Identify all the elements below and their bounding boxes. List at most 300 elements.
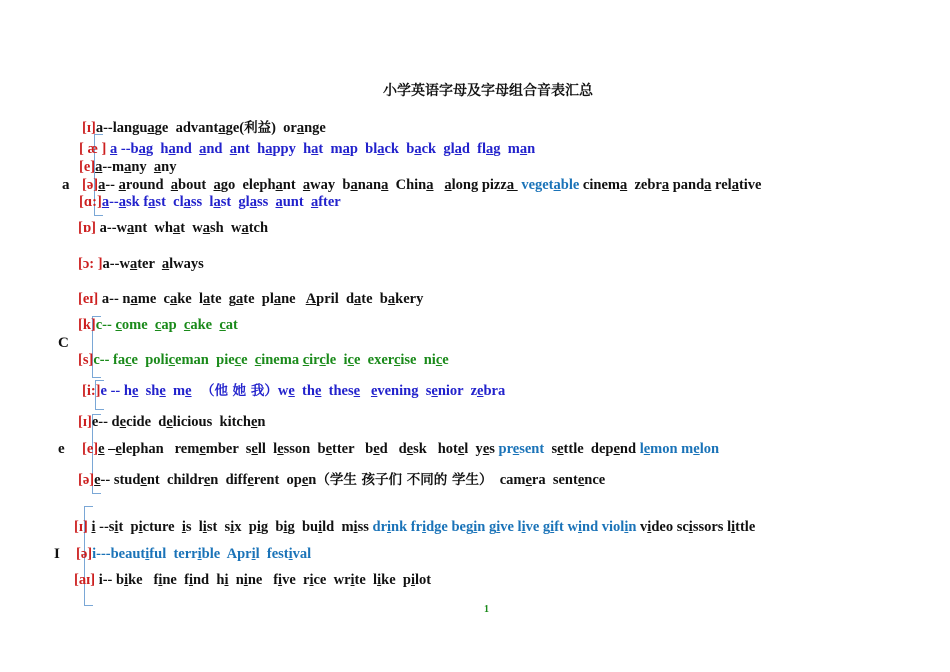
word-fragment: nd [619,441,640,457]
word-fragment: a [213,194,221,210]
word-fragment: a-- n [98,291,131,307]
word-fragment: a [95,159,103,175]
word-fragment: dr [372,519,387,535]
word-fragment: dge beg [426,519,474,535]
word-fragment: a [661,177,670,193]
word-fragment: a [519,141,528,157]
word-fragment: tive [738,177,762,193]
word-fragment: i [647,519,652,535]
word-fragment: i [550,519,555,535]
letter-label-e: e [58,441,65,457]
word-fragment: nt [282,177,303,193]
phonetic-symbol: [ɑ:] [79,194,102,210]
word-fragment: a [619,177,628,193]
word-fragment: veget [517,177,554,193]
word-fragment: e -- h [100,383,132,399]
word-fragment: n [308,472,317,488]
word-fragment: i [251,546,256,562]
word-fragment: e [370,383,378,399]
word-fragment: a [426,177,434,193]
word-fragment: m [165,383,186,399]
word-fragment: i [288,546,293,562]
word-fragment: go eleph [220,177,276,193]
word-fragment: e [577,472,585,488]
word-fragment: a [161,256,170,272]
phonetic-symbol: [ɪ] [74,519,92,535]
word-fragment [434,177,445,193]
word-fragment: fter [318,194,341,210]
word-fragment: ne f [162,572,189,588]
word-fragment: e [241,352,255,368]
word-fragment: i [224,572,229,588]
word-fragment: a [183,194,191,210]
word-fragment: mber s [205,441,252,457]
word-fragment: c [115,317,122,333]
word-fragment: c [154,317,162,333]
word-fragment: c [319,352,326,368]
word-fragment: n [257,414,266,430]
phonetic-line [78,317,238,334]
word-fragment: i [350,572,355,588]
phonetic-symbol: [ɔ: ] [78,256,103,272]
word-fragment: i [91,519,96,535]
word-fragment: sh w [210,220,242,236]
word-fragment: e [166,414,173,430]
word-fragment: e [98,441,105,457]
word-fragment: ble Apr [201,546,252,562]
word-fragment: ome [121,317,155,333]
word-fragment: a [127,220,135,236]
word-fragment: a--w [102,256,130,272]
word-fragment: g bu [287,519,319,535]
word-fragment: e [277,441,284,457]
phonetic-line [79,159,177,176]
word-fragment: eman pie [175,352,235,368]
word-fragment: ck b [384,141,415,157]
word-fragment: i [577,519,582,535]
word-fragment: sson b [283,441,326,457]
phonetic-line [78,352,449,369]
word-fragment: e [94,472,101,488]
word-fragment: nge [304,120,326,136]
word-fragment: a [354,291,362,307]
word-fragment: a [444,177,452,193]
word-fragment: a [350,177,358,193]
word-fragment: i [145,546,150,562]
word-fragment: lot [414,572,432,588]
word-fragment: e [251,441,258,457]
word-fragment: a [170,177,179,193]
word-fragment: i [256,519,261,535]
word-fragment: a [310,194,319,210]
word-fragment: nd [175,141,200,157]
word-fragment: ise ni [400,352,436,368]
word-fragment: i [197,546,202,562]
word-fragment: kery [395,291,424,307]
word-fragment: pand [669,177,705,193]
word-fragment: c [183,317,191,333]
phonetic-line [74,519,755,536]
word-fragment: i [688,519,693,535]
word-fragment: te g [210,291,236,307]
word-fragment: e [247,472,254,488]
word-fragment: sent [519,441,545,457]
word-fragment: i [496,519,501,535]
word-fragment: lephan rem [121,441,200,457]
word-fragment: w [277,383,289,399]
word-fragment: -- [109,194,119,210]
phonetic-line [79,141,535,158]
word-fragment: c [125,352,132,368]
word-fragment: i [138,519,143,535]
word-fragment: a [202,291,211,307]
word-fragment: ke f [128,572,159,588]
word-fragment: e [482,441,490,457]
word-fragment: ss [256,194,276,210]
phonetic-symbol: [e] [82,441,99,457]
word-fragment: ke l [177,291,203,307]
word-fragment: cam [492,472,526,488]
word-fragment: ss [357,519,373,535]
word-fragment: ve l [500,519,522,535]
word-fragment: g b [260,519,284,535]
word-fragment: a [130,291,138,307]
phonetic-symbol: [ɪ] [82,120,96,136]
word-fragment: d fl [461,141,487,157]
word-fragment: a [138,141,146,157]
phonetic-symbol: [e] [79,159,96,175]
word-fragment: a [124,159,132,175]
word-fragment: a [213,177,221,193]
word-fragment: c [347,352,354,368]
word-fragment: e [325,441,332,457]
word-fragment: e [477,383,484,399]
word-fragment: e [406,441,414,457]
word-fragment: a [381,177,389,193]
word-fragment: st s [206,519,231,535]
word-fragment: e [119,414,127,430]
word-fragment: --m [102,159,125,175]
word-fragment: ter [137,256,162,272]
phonetic-symbol: [ æ ] [79,141,111,157]
word-fragment: c-- [95,317,116,333]
word-fragment: i [188,572,193,588]
word-fragment: long pizz [451,177,507,193]
word-fragment: e [643,441,651,457]
word-fragment: ) or [271,120,297,136]
word-fragment: bra [483,383,506,399]
word-fragment: Chin [388,177,427,193]
word-fragment: --s [95,519,115,535]
word-fragment: i [278,572,283,588]
word-fragment: c [302,352,310,368]
phonetic-line [78,468,605,489]
word-fragment: e [314,383,322,399]
word-fragment: cture [142,519,182,535]
word-fragment: a [311,141,319,157]
word-fragment: i [377,572,382,588]
word-fragment: a [506,177,518,193]
word-fragment: nk fr [391,519,423,535]
word-fragment: ssors l [692,519,732,535]
word-fragment: ce wr [313,572,351,588]
word-fragment: me c [137,291,170,307]
word-fragment: mon m [650,441,694,457]
word-fragment: zebr [627,177,662,193]
word-fragment: e [557,441,564,457]
phonetic-line [79,194,341,211]
word-fragment: a [414,141,422,157]
page-number: 1 [484,604,489,615]
word-fragment: i [410,572,415,588]
word-fragment: ttle dep [563,441,614,457]
word-fragment: a--langu [95,120,148,136]
word-fragment: i [181,519,186,535]
word-fragment: a [147,120,155,136]
word-fragment: i [243,572,248,588]
word-fragment: A [305,291,317,307]
phonetic-line [78,414,265,431]
word-fragment: n [527,141,536,157]
word-fragment: e [301,472,309,488]
word-fragment: ap [161,317,184,333]
word-fragment: a [387,291,396,307]
word-fragment: e [185,383,192,399]
phonetic-line [82,441,719,458]
word-fragment: i [309,572,314,588]
word-fragment: ft w [554,519,578,535]
word-fragment: i [202,519,207,535]
word-fragment: n g [477,519,497,535]
word-fragment: lon [699,441,720,457]
word-fragment: ge( [225,120,245,136]
word-fragment: cide d [126,414,167,430]
word-fragment: a [199,141,207,157]
word-fragment: s l [185,519,203,535]
word-fragment: --b [117,141,139,157]
word-fragment: a [202,220,211,236]
word-fragment: st gl [220,194,250,210]
phonetic-symbol: [k] [78,317,96,333]
word-fragment: i [731,519,736,535]
word-fragment: a [110,141,118,157]
word-fragment: e [250,414,258,430]
word-fragment: le i [325,352,348,368]
word-fragment: pril d [316,291,355,307]
word-fragment: te pl [243,291,274,307]
word-fragment: unt [282,194,311,210]
word-fragment: a [704,177,712,193]
word-fragment: ld m [322,519,354,535]
word-fragment: a--w [96,220,128,236]
word-fragment: way b [310,177,351,193]
word-fragment: – [104,441,116,457]
word-fragment: e-- d [91,414,120,430]
word-fragment: a [98,177,106,193]
word-fragment: g m [493,141,520,157]
phonetic-symbol: [ɒ] [78,220,96,236]
word-fragment: ttle [735,519,756,535]
word-fragment: nd viol [582,519,625,535]
word-fragment: l fest [255,546,289,562]
word-fragment: i [114,519,119,535]
word-fragment: i [521,519,526,535]
word-fragment: ll l [257,441,278,457]
word-fragment: ve r [282,572,310,588]
page-title: 小学英语字母及字母组合音表汇总 [383,83,593,99]
word-fragment: bout [178,177,214,193]
word-fragment: te b [361,291,388,307]
word-fragment: a [731,177,739,193]
word-fragment: ss l [190,194,214,210]
word-fragment: i [318,519,323,535]
phonetic-symbol: [i:] [82,383,101,399]
word-fragment: licious kitch [172,414,251,430]
word-fragment: nd h [192,572,225,588]
word-fragment: n diff [210,472,248,488]
word-fragment: n [628,519,637,535]
word-fragment: nt childr [146,472,204,488]
word-fragment: t m [318,141,343,157]
word-fragment: thes [321,383,354,399]
word-fragment: lways [169,256,204,272]
phonetic-line [82,177,761,194]
word-fragment: i [230,519,235,535]
word-fragment: a [118,194,126,210]
word-fragment: ny [161,159,177,175]
word-fragment: i [473,519,478,535]
word-fragment: i [624,519,629,535]
phonetic-symbol: [aɪ] [74,572,99,588]
word-fragment: e [431,383,438,399]
word-fragment: a [342,141,350,157]
word-fragment: t p [118,519,139,535]
word-fragment: nt wh [134,220,173,236]
word-fragment: c [219,317,226,333]
word-fragment: e [288,383,295,399]
word-fragment: rent op [253,472,302,488]
word-fragment: round [125,177,171,193]
word-fragment: a [553,177,561,193]
word-fragment: e [525,472,532,488]
word-fragment: n [228,572,244,588]
letter-label-c: C [58,335,69,351]
word-fragment: ge advant [154,120,219,136]
word-fragment: ppy h [272,141,312,157]
word-fragment: sh [138,383,160,399]
word-fragment: e [353,383,361,399]
word-fragment: ve g [525,519,551,535]
word-fragment: rel [711,177,732,193]
word-fragment: a [486,141,494,157]
word-fragment: te l [354,572,378,588]
word-fragment: at [225,317,238,333]
word-fragment: val [292,546,312,562]
word-fragment: ir [309,352,320,368]
word-fragment: nce [584,472,606,488]
word-fragment: e exer [353,352,394,368]
word-fragment: e [199,441,206,457]
word-fragment: a [236,291,244,307]
phonetic-symbol: [ə] [78,472,95,488]
word-fragment: p bl [349,141,378,157]
word-fragment: i [124,572,129,588]
word-fragment: e [512,441,520,457]
word-fragment: -- [105,177,119,193]
word-fragment: vening s [377,383,432,399]
word-fragment: i [387,519,392,535]
word-fragment: a [129,256,138,272]
word-fragment: a [249,194,257,210]
phonetic-line [76,546,311,563]
word-fragment: e [115,441,122,457]
word-fragment: ke p [381,572,411,588]
word-fragment: g h [145,141,169,157]
phonetic-line [82,116,326,137]
word-fragment: a [302,177,311,193]
word-fragment: e [693,441,700,457]
word-fragment: a [273,291,282,307]
word-fragment: i [422,519,427,535]
word-fragment: th [294,383,315,399]
word-fragment: a [169,291,178,307]
word-fragment: nior z [437,383,478,399]
word-fragment: a [275,194,283,210]
word-fragment: ake [190,317,220,333]
word-fragment: pr [498,441,513,457]
word-fragment: e [131,383,139,399]
word-fragment: a [265,141,273,157]
word-fragment: c [254,352,262,368]
word-fragment: sk hot [413,441,458,457]
word-fragment: d d [379,441,407,457]
word-fragment: e [140,472,147,488]
word-fragment: t w [180,220,203,236]
word-fragment: -- stud [100,472,141,488]
word-fragment: ny [131,159,154,175]
word-fragment: i---beaut [92,546,146,562]
word-fragment: i-- b [98,572,125,588]
word-fragment: c [234,352,242,368]
word-fragment: ck gl [421,141,455,157]
word-fragment: cinem [579,177,620,193]
phonetic-line [78,220,268,237]
word-fragment: e [203,472,211,488]
word-fragment: e [613,441,620,457]
word-fragment: a [296,120,305,136]
word-fragment: 利益 [244,120,272,136]
word-fragment: tter b [332,441,374,457]
word-fragment: i [283,519,288,535]
phonetic-symbol: [eɪ] [78,291,99,307]
word-fragment: a [454,141,462,157]
word-fragment: nt h [236,141,266,157]
word-fragment: ne f [247,572,279,588]
word-fragment: a [148,194,156,210]
word-fragment: c [435,352,443,368]
word-fragment: （他 她 我） [191,383,278,399]
word-fragment: st cl [155,194,184,210]
word-fragment: l y [464,441,483,457]
word-fragment: e [159,383,166,399]
word-fragment: i [158,572,163,588]
word-fragment: a [229,141,237,157]
word-fragment: tch [248,220,269,236]
phonetic-symbol: [s] [78,352,94,368]
phonetic-symbol: [ə] [82,177,99,193]
phonetic-symbol: [ə] [76,546,93,562]
word-fragment: a [218,120,226,136]
